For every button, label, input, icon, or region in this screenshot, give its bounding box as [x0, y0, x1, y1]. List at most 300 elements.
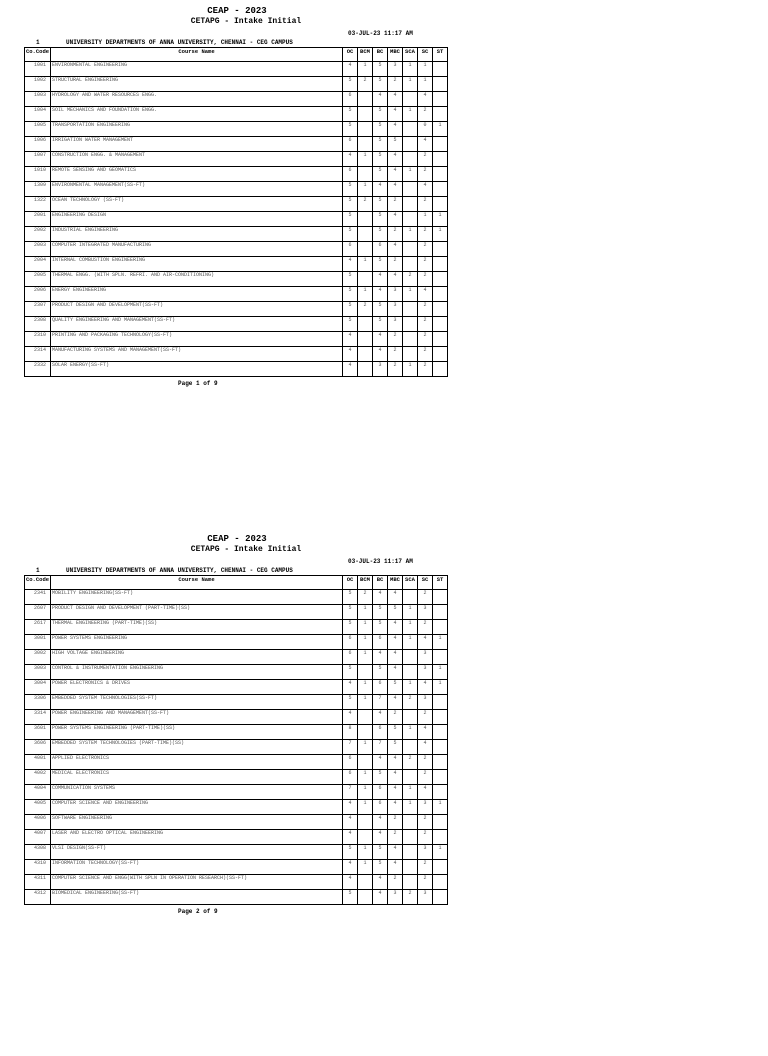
column-header: SCA: [403, 48, 418, 62]
intake-count-cell: 1: [358, 62, 373, 77]
intake-count-cell: 1: [418, 62, 433, 77]
intake-count-cell: [433, 182, 448, 197]
intake-count-cell: 1: [403, 107, 418, 122]
intake-count-cell: 1: [358, 845, 373, 860]
course-name-cell: SOIL MECHANICS AND FOUNDATION ENGG.: [51, 107, 343, 122]
intake-count-cell: 4: [388, 182, 403, 197]
intake-count-cell: 1: [358, 620, 373, 635]
intake-count-cell: 1: [433, 800, 448, 815]
intake-count-cell: 5: [343, 605, 358, 620]
intake-count-cell: 4: [343, 710, 358, 725]
table-row: [25, 830, 448, 845]
course-code-cell: 4001: [25, 755, 51, 770]
course-code-cell: 3001: [25, 635, 51, 650]
table-row: [25, 650, 448, 665]
table-row: [25, 182, 448, 197]
intake-count-cell: 2: [418, 755, 433, 770]
intake-count-cell: 4: [373, 287, 388, 302]
intake-count-cell: 5: [373, 605, 388, 620]
table-row: [25, 620, 448, 635]
intake-count-cell: 1: [358, 785, 373, 800]
course-name-cell: IRRIGATION WATER MANAGEMENT: [51, 137, 343, 152]
intake-count-cell: 5: [388, 725, 403, 740]
intake-count-cell: 2: [418, 302, 433, 317]
intake-count-cell: [403, 317, 418, 332]
intake-count-cell: 6: [343, 650, 358, 665]
intake-count-cell: 5: [343, 590, 358, 605]
course-code-cell: 2617: [25, 620, 51, 635]
intake-count-cell: 5: [343, 287, 358, 302]
course-code-cell: 1006: [25, 137, 51, 152]
report-title: CEAP - 2023: [207, 6, 267, 16]
intake-count-cell: 2: [388, 830, 403, 845]
column-header: BCM: [358, 48, 373, 62]
course-code-cell: 1309: [25, 182, 51, 197]
intake-count-cell: [403, 347, 418, 362]
course-name-cell: POWER SYSTEMS ENGINEERING (PART-TIME)(SS): [51, 725, 343, 740]
intake-count-cell: 1: [433, 680, 448, 695]
intake-count-cell: 2: [388, 710, 403, 725]
course-name-cell: QUALITY ENGINEERING AND MANAGEMENT(SS-FT): [51, 317, 343, 332]
intake-count-cell: 5: [343, 317, 358, 332]
course-name-cell: POWER SYSTEMS ENGINEERING: [51, 635, 343, 650]
course-name-cell: HYDROLOGY AND WATER RESOURCES ENGG.: [51, 92, 343, 107]
intake-count-cell: [403, 92, 418, 107]
table-row: [25, 590, 448, 605]
intake-count-cell: 6: [343, 137, 358, 152]
intake-count-cell: 5: [343, 890, 358, 905]
intake-count-cell: 1: [358, 152, 373, 167]
course-code-cell: 1002: [25, 77, 51, 92]
intake-count-cell: 5: [343, 620, 358, 635]
intake-count-cell: 3: [373, 362, 388, 377]
intake-count-cell: 5: [343, 122, 358, 137]
intake-count-cell: 6: [343, 635, 358, 650]
intake-count-cell: [403, 740, 418, 755]
course-name-cell: ENVIRONMENTAL MANAGEMENT(SS-FT): [51, 182, 343, 197]
intake-count-cell: [403, 197, 418, 212]
intake-count-cell: 4: [388, 152, 403, 167]
column-header: OC: [343, 48, 358, 62]
course-code-cell: 1322: [25, 197, 51, 212]
course-name-cell: THERMAL ENGG. (WITH SPLN. REFRI. AND AIR-CONDITIONING): [51, 272, 343, 287]
intake-count-cell: 2: [418, 815, 433, 830]
intake-count-cell: [433, 770, 448, 785]
intake-count-cell: 4: [343, 815, 358, 830]
intake-count-cell: 4: [388, 635, 403, 650]
intake-count-cell: 4: [418, 182, 433, 197]
intake-count-cell: 6: [373, 242, 388, 257]
course-code-cell: 3314: [25, 710, 51, 725]
intake-count-cell: 5: [373, 860, 388, 875]
intake-count-cell: [403, 650, 418, 665]
intake-count-cell: 6: [373, 680, 388, 695]
table-header-row: [25, 576, 448, 590]
intake-count-cell: 4: [373, 830, 388, 845]
course-name-cell: MANUFACTURING SYSTEMS AND MANAGEMENT(SS-FT): [51, 347, 343, 362]
intake-count-cell: 6: [343, 92, 358, 107]
column-header: SCA: [403, 576, 418, 590]
intake-count-cell: 2: [388, 875, 403, 890]
department-name: UNIVERSITY DEPARTMENTS OF ANNA UNIVERSITY, CHENNAI - CEG CAMPUS: [66, 39, 293, 46]
intake-count-cell: 2: [388, 347, 403, 362]
intake-count-cell: 3: [388, 890, 403, 905]
column-header: OC: [343, 576, 358, 590]
intake-count-cell: 2: [418, 620, 433, 635]
intake-count-cell: 1: [433, 227, 448, 242]
intake-count-cell: 4: [418, 137, 433, 152]
intake-count-cell: [403, 665, 418, 680]
intake-count-cell: [433, 257, 448, 272]
table-row: [25, 317, 448, 332]
table-header-row: [25, 48, 448, 62]
course-name-cell: STRUCTURAL ENGINEERING: [51, 77, 343, 92]
column-header: SC: [418, 576, 433, 590]
intake-count-cell: 4: [418, 287, 433, 302]
intake-count-cell: 4: [388, 107, 403, 122]
intake-count-cell: 2: [388, 362, 403, 377]
intake-count-cell: [358, 710, 373, 725]
table-row: [25, 227, 448, 242]
intake-count-cell: 4: [418, 635, 433, 650]
intake-count-cell: 5: [343, 182, 358, 197]
intake-count-cell: 3: [418, 800, 433, 815]
intake-count-cell: 2: [358, 77, 373, 92]
intake-count-cell: 4: [373, 182, 388, 197]
intake-count-cell: [433, 755, 448, 770]
intake-count-cell: 1: [358, 800, 373, 815]
intake-count-cell: 4: [343, 152, 358, 167]
table-row: [25, 272, 448, 287]
intake-count-cell: 4: [343, 362, 358, 377]
intake-count-cell: [433, 620, 448, 635]
report-title: CEAP - 2023: [207, 534, 267, 544]
course-name-cell: REMOTE SENSING AND GEOMATICS: [51, 167, 343, 182]
course-name-cell: COMPUTER SCIENCE AND ENGINEERING: [51, 800, 343, 815]
intake-count-cell: 1: [403, 227, 418, 242]
course-code-cell: 2307: [25, 302, 51, 317]
column-header: MBC: [388, 576, 403, 590]
intake-count-cell: 1: [358, 695, 373, 710]
intake-count-cell: 4: [388, 650, 403, 665]
intake-count-cell: 2: [418, 197, 433, 212]
intake-count-cell: 6: [373, 635, 388, 650]
intake-count-cell: [433, 92, 448, 107]
intake-count-cell: 6: [373, 785, 388, 800]
intake-count-cell: 5: [373, 302, 388, 317]
course-name-cell: COMMUNICATION SYSTEMS: [51, 785, 343, 800]
intake-count-cell: [433, 167, 448, 182]
intake-count-cell: 3: [388, 62, 403, 77]
intake-count-cell: 8: [343, 725, 358, 740]
intake-count-cell: 5: [343, 77, 358, 92]
intake-count-cell: 2: [418, 362, 433, 377]
intake-count-cell: 5: [388, 740, 403, 755]
intake-count-cell: [403, 860, 418, 875]
course-code-cell: 2332: [25, 362, 51, 377]
intake-count-cell: [433, 302, 448, 317]
intake-count-cell: 3: [388, 287, 403, 302]
intake-count-cell: 2: [418, 242, 433, 257]
intake-count-cell: 1: [358, 650, 373, 665]
intake-count-cell: 5: [373, 197, 388, 212]
table-row: [25, 107, 448, 122]
intake-count-cell: 2: [418, 167, 433, 182]
report-subtitle: CETAPG - Intake Initial: [190, 17, 302, 26]
intake-count-cell: 2: [418, 227, 433, 242]
intake-count-cell: [433, 107, 448, 122]
intake-count-cell: 2: [418, 347, 433, 362]
course-name-cell: SOLAR ENERGY(SS-FT): [51, 362, 343, 377]
table-row: [25, 635, 448, 650]
intake-count-cell: 4: [373, 755, 388, 770]
column-header: Co.Code: [25, 48, 51, 62]
column-header: SC: [418, 48, 433, 62]
table-row: [25, 167, 448, 182]
intake-count-cell: 1: [403, 635, 418, 650]
intake-table: [24, 47, 448, 377]
table-row: [25, 197, 448, 212]
course-code-cell: 1003: [25, 92, 51, 107]
intake-count-cell: 5: [343, 845, 358, 860]
intake-count-cell: 1: [403, 77, 418, 92]
intake-count-cell: [358, 665, 373, 680]
intake-count-cell: 2: [418, 107, 433, 122]
intake-count-cell: [433, 272, 448, 287]
intake-count-cell: 7: [343, 740, 358, 755]
intake-count-cell: [403, 590, 418, 605]
intake-count-cell: 4: [343, 800, 358, 815]
intake-count-cell: 6: [373, 800, 388, 815]
table-row: [25, 815, 448, 830]
intake-count-cell: 5: [373, 107, 388, 122]
intake-count-cell: 4: [343, 680, 358, 695]
intake-count-cell: 5: [343, 665, 358, 680]
table-row: [25, 257, 448, 272]
intake-count-cell: 2: [418, 875, 433, 890]
intake-count-cell: 2: [418, 152, 433, 167]
intake-count-cell: 4: [373, 650, 388, 665]
intake-count-cell: [403, 302, 418, 317]
intake-count-cell: 1: [403, 62, 418, 77]
course-code-cell: 1001: [25, 62, 51, 77]
intake-count-cell: [358, 362, 373, 377]
intake-count-cell: [433, 785, 448, 800]
intake-count-cell: [358, 242, 373, 257]
table-row: [25, 362, 448, 377]
intake-count-cell: 1: [403, 167, 418, 182]
intake-count-cell: 4: [418, 725, 433, 740]
intake-count-cell: [433, 860, 448, 875]
intake-count-cell: 6: [343, 770, 358, 785]
intake-count-cell: 4: [418, 680, 433, 695]
column-header: ST: [433, 576, 448, 590]
intake-count-cell: 5: [373, 845, 388, 860]
intake-count-cell: 2: [388, 227, 403, 242]
intake-count-cell: 4: [388, 92, 403, 107]
table-row: [25, 845, 448, 860]
column-header: ST: [433, 48, 448, 62]
table-row: [25, 665, 448, 680]
intake-count-cell: 2: [403, 755, 418, 770]
intake-count-cell: [433, 152, 448, 167]
intake-count-cell: 2: [388, 77, 403, 92]
intake-count-cell: 3: [418, 665, 433, 680]
course-name-cell: CONSTRUCTION ENGG. & MANAGEMENT: [51, 152, 343, 167]
intake-count-cell: 4: [388, 590, 403, 605]
page-number: Page 2 of 9: [178, 908, 218, 915]
intake-count-cell: 5: [343, 107, 358, 122]
course-name-cell: PRODUCT DESIGN AND DEVELOPMENT (PART-TIME)(SS): [51, 605, 343, 620]
intake-count-cell: [358, 137, 373, 152]
intake-count-cell: [403, 257, 418, 272]
course-code-cell: 4004: [25, 785, 51, 800]
table-row: [25, 740, 448, 755]
intake-count-cell: 1: [403, 725, 418, 740]
course-code-cell: 1005: [25, 122, 51, 137]
intake-count-cell: 6: [343, 167, 358, 182]
course-name-cell: COMPUTER SCIENCE AND ENGG(WITH SPLN IN OPERATION RESEARCH)(SS-FT): [51, 875, 343, 890]
intake-count-cell: [403, 845, 418, 860]
table-row: [25, 137, 448, 152]
intake-count-cell: 4: [373, 590, 388, 605]
intake-count-cell: 6: [343, 755, 358, 770]
intake-count-cell: 2: [388, 815, 403, 830]
intake-count-cell: 2: [388, 332, 403, 347]
intake-count-cell: 2: [418, 317, 433, 332]
course-code-cell: 4007: [25, 830, 51, 845]
intake-count-cell: 2: [418, 830, 433, 845]
intake-count-cell: 4: [343, 830, 358, 845]
intake-count-cell: 4: [388, 785, 403, 800]
column-header: BC: [373, 48, 388, 62]
intake-count-cell: 1: [403, 287, 418, 302]
intake-count-cell: 4: [388, 665, 403, 680]
intake-count-cell: 5: [373, 770, 388, 785]
table-row: [25, 242, 448, 257]
table-row: [25, 680, 448, 695]
intake-count-cell: [403, 152, 418, 167]
intake-count-cell: 5: [388, 137, 403, 152]
table-row: [25, 122, 448, 137]
intake-table: [24, 575, 448, 905]
intake-count-cell: 6: [343, 242, 358, 257]
intake-count-cell: 1: [403, 605, 418, 620]
course-code-cell: 1004: [25, 107, 51, 122]
intake-count-cell: 3: [418, 845, 433, 860]
intake-count-cell: [433, 740, 448, 755]
course-code-cell: 2607: [25, 605, 51, 620]
intake-count-cell: 4: [388, 122, 403, 137]
course-code-cell: 3601: [25, 725, 51, 740]
course-code-cell: 3306: [25, 695, 51, 710]
course-code-cell: 4310: [25, 860, 51, 875]
intake-count-cell: 5: [373, 227, 388, 242]
intake-count-cell: [403, 212, 418, 227]
course-name-cell: OCEAN TECHNOLOGY (SS-FT): [51, 197, 343, 212]
intake-count-cell: 1: [358, 182, 373, 197]
intake-count-cell: [433, 710, 448, 725]
intake-count-cell: [433, 317, 448, 332]
intake-count-cell: [403, 122, 418, 137]
intake-count-cell: 1: [403, 680, 418, 695]
intake-count-cell: 4: [373, 875, 388, 890]
intake-count-cell: [433, 362, 448, 377]
course-name-cell: INTERNAL COMBUSTION ENGINEERING: [51, 257, 343, 272]
intake-count-cell: [358, 212, 373, 227]
intake-count-cell: 2: [403, 272, 418, 287]
intake-count-cell: 4: [373, 710, 388, 725]
table-row: [25, 890, 448, 905]
column-header: Co.Code: [25, 576, 51, 590]
intake-count-cell: [433, 875, 448, 890]
intake-count-cell: [433, 695, 448, 710]
course-code-cell: 4311: [25, 875, 51, 890]
intake-count-cell: 4: [343, 860, 358, 875]
intake-count-cell: [433, 62, 448, 77]
course-name-cell: APPLIED ELECTRONICS: [51, 755, 343, 770]
course-code-cell: 2005: [25, 272, 51, 287]
intake-count-cell: [433, 332, 448, 347]
course-code-cell: 3002: [25, 650, 51, 665]
table-row: [25, 302, 448, 317]
intake-count-cell: [358, 122, 373, 137]
course-code-cell: 3004: [25, 680, 51, 695]
intake-count-cell: 2: [418, 332, 433, 347]
intake-count-cell: 4: [418, 740, 433, 755]
course-name-cell: POWER ELECTRONICS & DRIVES: [51, 680, 343, 695]
table-row: [25, 152, 448, 167]
intake-count-cell: [358, 332, 373, 347]
table-row: [25, 770, 448, 785]
intake-count-cell: [358, 227, 373, 242]
intake-count-cell: [403, 830, 418, 845]
intake-count-cell: [403, 815, 418, 830]
course-name-cell: THERMAL ENGINEERING (PART-TIME)(SS): [51, 620, 343, 635]
table-row: [25, 287, 448, 302]
intake-count-cell: 3: [418, 650, 433, 665]
course-name-cell: MOBILITY ENGINEERING(SS-FT): [51, 590, 343, 605]
intake-count-cell: [358, 755, 373, 770]
course-name-cell: EMBEDDED SYSTEM TECHNOLOGIES (PART-TIME)(SS): [51, 740, 343, 755]
course-name-cell: COMPUTER INTEGRATED MANUFACTURING: [51, 242, 343, 257]
intake-count-cell: 7: [373, 695, 388, 710]
intake-count-cell: 2: [358, 197, 373, 212]
intake-count-cell: 1: [358, 287, 373, 302]
intake-count-cell: 4: [343, 347, 358, 362]
intake-count-cell: [403, 332, 418, 347]
intake-count-cell: [433, 815, 448, 830]
intake-count-cell: [358, 725, 373, 740]
intake-count-cell: 4: [388, 845, 403, 860]
intake-count-cell: [433, 242, 448, 257]
intake-count-cell: 1: [403, 785, 418, 800]
intake-count-cell: [433, 77, 448, 92]
course-name-cell: CONTROL & INSTRUMENTATION ENGINEERING: [51, 665, 343, 680]
table-row: [25, 875, 448, 890]
intake-count-cell: 4: [388, 620, 403, 635]
intake-count-cell: 5: [343, 227, 358, 242]
course-name-cell: ENVIRONMENTAL ENGINEERING: [51, 62, 343, 77]
intake-count-cell: 5: [388, 605, 403, 620]
intake-count-cell: [403, 137, 418, 152]
report-date: 03-JUL-23 11:17 AM: [348, 30, 413, 37]
intake-count-cell: 7: [373, 740, 388, 755]
intake-count-cell: [433, 590, 448, 605]
intake-count-cell: 1: [433, 212, 448, 227]
course-code-cell: 2003: [25, 242, 51, 257]
intake-count-cell: 2: [358, 302, 373, 317]
